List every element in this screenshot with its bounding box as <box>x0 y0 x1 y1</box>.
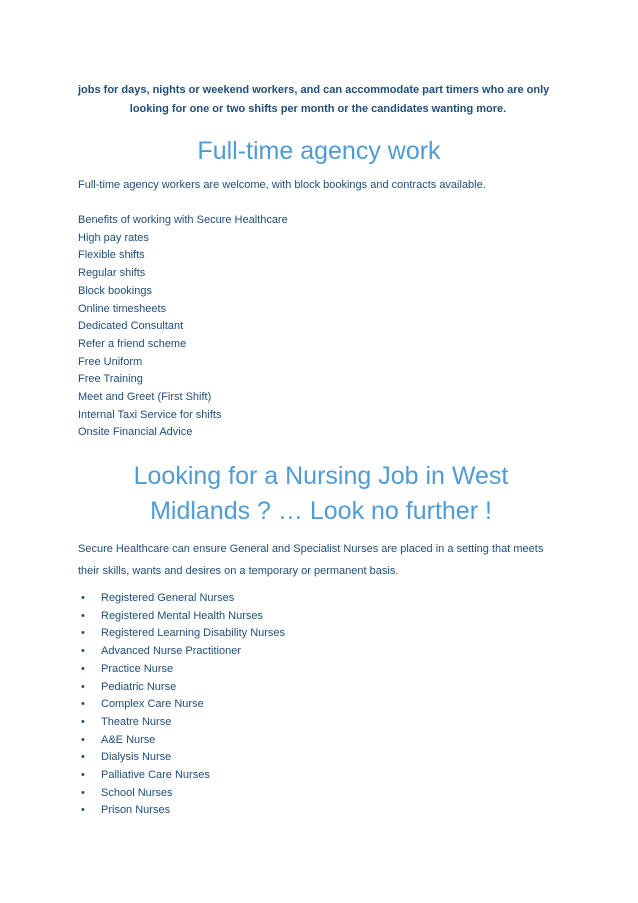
benefit-item: Free Uniform <box>78 355 143 368</box>
benefit-item: Regular shifts <box>78 267 146 280</box>
list-item <box>78 732 285 750</box>
bullet-icon: • <box>81 786 85 799</box>
list-item <box>78 767 285 785</box>
role-label: Theatre Nurse <box>101 715 172 728</box>
list-item <box>78 679 285 697</box>
intro-line-2: looking for one or two shifts per month or the candidates wanting more. <box>129 103 507 115</box>
role-label: Practice Nurse <box>101 662 174 675</box>
list-item <box>78 590 285 608</box>
fulltime-paragraph: Full-time agency workers are welcome, with block bookings and contracts available. <box>78 179 486 191</box>
list-item <box>78 714 285 732</box>
bullet-icon: • <box>81 715 85 728</box>
benefit-item: Dedicated Consultant <box>78 320 184 333</box>
list-item <box>78 749 285 767</box>
bullet-icon: • <box>81 662 85 675</box>
benefit-item: High pay rates <box>78 231 149 244</box>
bullet-icon: • <box>81 698 85 711</box>
nursing-paragraph <box>78 538 568 582</box>
bullet-icon: • <box>81 733 85 746</box>
benefit-item: Refer a friend scheme <box>78 337 187 350</box>
role-label: Registered Mental Health Nurses <box>101 609 264 622</box>
role-label: Registered General Nurses <box>101 592 235 604</box>
nursing-heading-line-2: Midlands ? … Look no further ! <box>150 497 492 525</box>
benefit-item: Internal Taxi Service for shifts <box>78 408 222 421</box>
nursing-heading <box>60 459 582 529</box>
role-label: Registered Learning Disability Nurses <box>101 627 286 640</box>
role-label: Advanced Nurse Practitioner <box>101 645 242 658</box>
list-item <box>78 625 285 643</box>
bullet-icon: • <box>81 645 85 658</box>
nursing-heading-line-1: Looking for a Nursing Job in West <box>133 462 509 490</box>
nursing-paragraph-line-1: Secure Healthcare can ensure General and Specialist Nurses are placed in a setting that meets <box>78 543 544 555</box>
benefits-title: Benefits of working with Secure Healthcare <box>78 214 288 226</box>
role-label: Dialysis Nurse <box>101 751 172 764</box>
nursing-roles-list <box>78 590 285 820</box>
bullet-icon: • <box>81 627 85 640</box>
bullet-icon: • <box>81 592 85 604</box>
bullet-icon: • <box>81 804 85 817</box>
bullet-icon: • <box>81 751 85 764</box>
list-item <box>78 785 285 803</box>
benefit-item: Free Training <box>78 373 143 386</box>
intro-line-1: jobs for days, nights or weekend workers, and can accommodate part timers who are only <box>78 84 550 96</box>
fulltime-heading: Full-time agency work <box>197 137 441 165</box>
role-label: Pediatric Nurse <box>101 680 177 693</box>
role-label: School Nurses <box>101 786 173 799</box>
benefit-item: Online timesheets <box>78 302 167 315</box>
role-label: Complex Care Nurse <box>101 698 204 711</box>
bullet-icon: • <box>81 680 85 693</box>
list-item <box>78 802 285 820</box>
benefit-item: Block bookings <box>78 284 152 297</box>
intro-paragraph <box>78 81 568 119</box>
list-item <box>78 696 285 714</box>
benefits-list <box>78 212 288 442</box>
list-item <box>78 661 285 679</box>
role-label: Palliative Care Nurses <box>101 769 210 782</box>
list-item <box>78 643 285 661</box>
nursing-paragraph-line-2: their skills, wants and desires on a temporary or permanent basis. <box>78 565 399 577</box>
benefit-item: Onsite Financial Advice <box>78 426 193 439</box>
role-label: Prison Nurses <box>101 804 171 817</box>
bullet-icon: • <box>81 769 85 782</box>
benefit-item: Meet and Greet (First Shift) <box>78 391 212 404</box>
role-label: A&E Nurse <box>101 733 156 746</box>
bullet-icon: • <box>81 609 85 622</box>
benefit-item: Flexible shifts <box>78 249 145 262</box>
list-item <box>78 608 285 626</box>
